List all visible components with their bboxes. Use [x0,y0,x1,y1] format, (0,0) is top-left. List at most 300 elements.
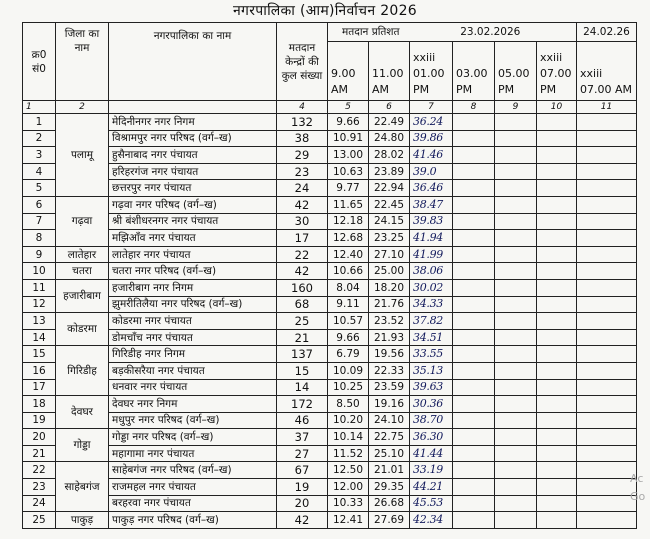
turnout-9am-cell: 10.20 [328,412,369,429]
col-number: 9 [495,101,537,114]
district-header: जिला का नाम [56,23,109,101]
turnout-3pm-cell [453,396,495,413]
turnout-3pm-cell [453,445,495,462]
turnout-7pm-cell [537,512,577,529]
turnout-3pm-cell [453,412,495,429]
turnout-9am-cell: 8.50 [328,396,369,413]
table-row [23,296,637,313]
municipality-cell: झुमरीतिलैया नगर परिषद (वर्ग–ख) [109,296,277,313]
serial-cell: 24 [23,495,56,512]
municipality-cell: कोडरमा नगर पंचायत [109,313,277,330]
turnout-7pm-cell [537,196,577,213]
centers-cell: 25 [277,313,328,330]
centers-cell: 24 [277,180,328,197]
serial-cell: 1 [23,114,56,131]
district-cell: गोड्डा [56,429,109,462]
turnout-1pm-cell: 34.33 [410,296,453,313]
turnout-5pm-cell [495,396,537,413]
turnout-11am-cell: 21.01 [369,462,410,479]
serial-cell: 11 [23,279,56,296]
serial-cell: 10 [23,263,56,280]
turnout-5pm-cell [495,479,537,496]
turnout-7pm-cell [537,479,577,496]
turnout-11am-cell: 18.20 [369,279,410,296]
centers-cell: 21 [277,329,328,346]
turnout-11am-cell: 22.75 [369,429,410,446]
turnout-7am-cell [577,512,637,529]
time-9am-header: 9.00 AM [328,42,369,101]
serial-cell: 23 [23,479,56,496]
table-row [23,114,637,131]
turnout-7am-cell [577,495,637,512]
turnout-1pm-cell: 36.24 [410,114,453,131]
turnout-7am-cell [577,412,637,429]
turnout-1pm-cell: 33.19 [410,462,453,479]
centers-cell: 14 [277,379,328,396]
time-11am-header: 11.00 AM [369,42,410,101]
turnout-1pm-cell: 39.0 [410,163,453,180]
turnout-9am-cell: 9.66 [328,329,369,346]
page-title: नगरपालिका (आम)निर्वाचन 2026 [232,3,418,19]
municipality-cell: हरिहरगंज नगर पंचायत [109,163,277,180]
turnout-7am-cell [577,196,637,213]
turnout-7pm-cell [537,163,577,180]
district-cell: कोडरमा [56,313,109,346]
turnout-5pm-cell [495,362,537,379]
turnout-11am-cell: 25.00 [369,263,410,280]
turnout-7am-cell [577,163,637,180]
turnout-3pm-cell [453,495,495,512]
serial-cell: 6 [23,196,56,213]
district-cell: हजारीबाग [56,279,109,312]
turnout-11am-cell: 26.68 [369,495,410,512]
turnout-7pm-cell [537,130,577,147]
turnout-11am-cell: 19.56 [369,346,410,363]
turnout-3pm-cell [453,313,495,330]
district-cell: गढ़वा [56,196,109,246]
turnout-7am-cell [577,429,637,446]
col-number: 2 [56,101,109,114]
turnout-table [22,22,637,529]
turnout-7pm-cell [537,180,577,197]
turnout-5pm-cell [495,163,537,180]
serial-cell: 7 [23,213,56,230]
turnout-9am-cell: 10.57 [328,313,369,330]
turnout-3pm-cell [453,362,495,379]
centers-header: मतदान केन्द्रों की कुल संख्या [277,23,328,101]
turnout-9am-cell: 10.25 [328,379,369,396]
time-5pm-header: 05.00 PM [495,42,537,101]
table-row [23,495,637,512]
turnout-7pm-cell [537,114,577,131]
turnout-1pm-cell: 38.47 [410,196,453,213]
turnout-11am-cell: 22.45 [369,196,410,213]
col-number: 6 [369,101,410,114]
col-number: 10 [537,101,577,114]
col-number: 8 [453,101,495,114]
table-row [23,346,637,363]
turnout-1pm-cell: 33.55 [410,346,453,363]
table-row [23,445,637,462]
table-row [23,462,637,479]
turnout-1pm-cell: 35.13 [410,362,453,379]
turnout-7am-cell [577,313,637,330]
turnout-9am-cell: 10.09 [328,362,369,379]
municipality-cell: पाकुड़ नगर परिषद (वर्ग–ख) [109,512,277,529]
serial-cell: 22 [23,462,56,479]
centers-cell: 22 [277,246,328,263]
serial-cell: 25 [23,512,56,529]
serial-cell: 2 [23,130,56,147]
turnout-9am-cell: 12.68 [328,230,369,247]
municipality-cell: मझिआँव नगर पंचायत [109,230,277,247]
turnout-7am-cell [577,130,637,147]
serial-cell: 8 [23,230,56,247]
turnout-5pm-cell [495,296,537,313]
turnout-9am-cell: 12.00 [328,479,369,496]
turnout-11am-cell: 23.59 [369,379,410,396]
turnout-1pm-cell: 34.51 [410,329,453,346]
table-row [23,479,637,496]
table-row [23,180,637,197]
serial-cell: 5 [23,180,56,197]
turnout-9am-cell: 9.77 [328,180,369,197]
turnout-7am-cell [577,445,637,462]
turnout-5pm-cell [495,512,537,529]
turnout-9am-cell: 9.66 [328,114,369,131]
district-cell: पाकुड़ [56,512,109,529]
turnout-11am-cell: 21.76 [369,296,410,313]
watermark-text: Ac Go [630,472,646,503]
serial-cell: 18 [23,396,56,413]
turnout-7am-cell [577,147,637,164]
turnout-rows [23,114,637,529]
district-cell: चतरा [56,263,109,280]
centers-cell: 137 [277,346,328,363]
centers-cell: 160 [277,279,328,296]
turnout-11am-cell: 23.89 [369,163,410,180]
table-row [23,279,637,296]
turnout-5pm-cell [495,230,537,247]
municipality-cell: धनवार नगर पंचायत [109,379,277,396]
turnout-7pm-cell [537,495,577,512]
turnout-11am-cell: 22.33 [369,362,410,379]
turnout-7pm-cell [537,462,577,479]
turnout-5pm-cell [495,114,537,131]
centers-cell: 23 [277,163,328,180]
turnout-11am-cell: 27.69 [369,512,410,529]
municipality-cell: श्री बंशीधरनगर नगर पंचायत [109,213,277,230]
municipality-cell: डोमचाँच नगर पंचायत [109,329,277,346]
centers-cell: 67 [277,462,328,479]
municipality-cell: हुसैनाबाद नगर पंचायत [109,147,277,164]
col-number: 1 [23,101,56,114]
turnout-7pm-cell [537,313,577,330]
table-row [23,147,637,164]
turnout-5pm-cell [495,346,537,363]
municipality-cell: गढ़वा नगर परिषद (वर्ग–ख) [109,196,277,213]
serial-cell: 9 [23,246,56,263]
turnout-3pm-cell [453,246,495,263]
serial-cell: 16 [23,362,56,379]
table-row [23,196,637,213]
turnout-3pm-cell [453,230,495,247]
turnout-5pm-cell [495,445,537,462]
turnout-3pm-cell [453,479,495,496]
turnout-3pm-cell [453,296,495,313]
col-number: 7 [410,101,453,114]
turnout-7pm-cell [537,246,577,263]
municipality-cell: बड़कीसरैया नगर पंचायत [109,362,277,379]
turnout-5pm-cell [495,462,537,479]
district-cell: पलामू [56,114,109,197]
turnout-5pm-cell [495,429,537,446]
turnout-3pm-cell [453,462,495,479]
turnout-5pm-cell [495,412,537,429]
turnout-7am-cell [577,114,637,131]
serial-cell: 13 [23,313,56,330]
turnout-1pm-cell: 41.46 [410,147,453,164]
turnout-7pm-cell [537,429,577,446]
district-cell: गिरिडीह [56,346,109,396]
table-row [23,396,637,413]
turnout-1pm-cell: 41.99 [410,246,453,263]
date-first: 23.02.2026 [460,26,521,38]
turnout-7am-cell [577,329,637,346]
turnout-7pm-cell [537,445,577,462]
turnout-9am-cell: 12.41 [328,512,369,529]
turnout-1pm-cell: 38.06 [410,263,453,280]
district-cell: साहेबगंज [56,462,109,512]
turnout-7am-cell [577,379,637,396]
municipality-cell: महागामा नगर पंचायत [109,445,277,462]
turnout-1pm-cell: 44.21 [410,479,453,496]
turnout-3pm-cell [453,213,495,230]
turnout-9am-cell: 12.18 [328,213,369,230]
turnout-9am-cell: 13.00 [328,147,369,164]
centers-cell: 20 [277,495,328,512]
table-row [23,263,637,280]
centers-cell: 38 [277,130,328,147]
table-row [23,362,637,379]
turnout-3pm-cell [453,147,495,164]
turnout-9am-cell: 11.65 [328,196,369,213]
turnout-1pm-cell: 30.02 [410,279,453,296]
centers-cell: 15 [277,362,328,379]
turnout-group-header [328,23,577,42]
turnout-9am-cell: 6.79 [328,346,369,363]
turnout-7pm-cell [537,230,577,247]
col-number [109,101,277,114]
turnout-9am-cell: 9.11 [328,296,369,313]
table-row [23,512,637,529]
serial-cell: 19 [23,412,56,429]
turnout-5pm-cell [495,279,537,296]
turnout-3pm-cell [453,130,495,147]
serial-header: क्र0 सं0 [23,23,56,101]
time-7pm-header: xxiii 07.00 PM [537,42,577,101]
turnout-5pm-cell [495,196,537,213]
municipality-cell: छत्तरपुर नगर पंचायत [109,180,277,197]
turnout-1pm-cell: 38.70 [410,412,453,429]
serial-cell: 15 [23,346,56,363]
municipality-cell: चतरा नगर परिषद (वर्ग–ख) [109,263,277,280]
table-row [23,412,637,429]
turnout-9am-cell: 10.33 [328,495,369,512]
turnout-11am-cell: 19.16 [369,396,410,413]
turnout-1pm-cell: 36.30 [410,429,453,446]
turnout-3pm-cell [453,163,495,180]
turnout-7pm-cell [537,329,577,346]
turnout-3pm-cell [453,180,495,197]
turnout-1pm-cell: 41.44 [410,445,453,462]
turnout-7pm-cell [537,279,577,296]
turnout-7pm-cell [537,147,577,164]
centers-cell: 17 [277,230,328,247]
turnout-3pm-cell [453,329,495,346]
turnout-5pm-cell [495,495,537,512]
centers-cell: 172 [277,396,328,413]
turnout-1pm-cell: 37.82 [410,313,453,330]
municipality-cell: साहेबगंज नगर परिषद (वर्ग–ख) [109,462,277,479]
serial-cell: 3 [23,147,56,164]
turnout-7am-cell [577,230,637,247]
municipality-cell: मेदिनीनगर नगर निगम [109,114,277,131]
turnout-5pm-cell [495,246,537,263]
turnout-11am-cell: 24.80 [369,130,410,147]
col-number: 4 [277,101,328,114]
col-number: 5 [328,101,369,114]
turnout-7pm-cell [537,296,577,313]
municipality-cell: हजारीबाग नगर निगम [109,279,277,296]
turnout-7pm-cell [537,346,577,363]
time-1pm-header: xxiii 01.00 PM [410,42,453,101]
turnout-9am-cell: 10.14 [328,429,369,446]
serial-cell: 14 [23,329,56,346]
turnout-1pm-cell: 39.63 [410,379,453,396]
centers-cell: 46 [277,412,328,429]
turnout-7am-cell [577,479,637,496]
turnout-5pm-cell [495,130,537,147]
turnout-5pm-cell [495,263,537,280]
turnout-11am-cell: 28.02 [369,147,410,164]
turnout-9am-cell: 8.04 [328,279,369,296]
turnout-9am-cell: 10.63 [328,163,369,180]
turnout-3pm-cell [453,379,495,396]
turnout-9am-cell: 11.52 [328,445,369,462]
turnout-9am-cell: 10.66 [328,263,369,280]
turnout-11am-cell: 24.10 [369,412,410,429]
turnout-3pm-cell [453,114,495,131]
time-3pm-header: 03.00 PM [453,42,495,101]
turnout-7am-cell [577,296,637,313]
district-cell: लातेहार [56,246,109,263]
turnout-3pm-cell [453,279,495,296]
turnout-group-label: मतदान प्रतिशत [342,26,400,38]
turnout-11am-cell: 23.25 [369,230,410,247]
turnout-7pm-cell [537,213,577,230]
turnout-11am-cell: 29.35 [369,479,410,496]
turnout-1pm-cell: 42.34 [410,512,453,529]
centers-cell: 29 [277,147,328,164]
municipality-cell: बरहरवा नगर पंचायत [109,495,277,512]
serial-cell: 20 [23,429,56,446]
turnout-5pm-cell [495,329,537,346]
serial-cell: 21 [23,445,56,462]
turnout-7pm-cell [537,263,577,280]
table-row [23,130,637,147]
centers-cell: 19 [277,479,328,496]
turnout-1pm-cell: 41.94 [410,230,453,247]
turnout-5pm-cell [495,180,537,197]
serial-cell: 17 [23,379,56,396]
turnout-1pm-cell: 39.86 [410,130,453,147]
centers-cell: 42 [277,263,328,280]
turnout-7am-cell [577,279,637,296]
turnout-11am-cell: 25.10 [369,445,410,462]
turnout-7am-cell [577,396,637,413]
municipality-cell: गिरिडीह नगर निगम [109,346,277,363]
turnout-11am-cell: 22.94 [369,180,410,197]
turnout-9am-cell: 12.40 [328,246,369,263]
turnout-7am-cell [577,180,637,197]
turnout-7am-cell [577,462,637,479]
municipality-cell: विश्रामपुर नगर परिषद (वर्ग–ख) [109,130,277,147]
centers-cell: 68 [277,296,328,313]
centers-cell: 37 [277,429,328,446]
serial-cell: 4 [23,163,56,180]
turnout-1pm-cell: 45.53 [410,495,453,512]
turnout-7am-cell [577,362,637,379]
turnout-7pm-cell [537,412,577,429]
municipality-header: नगरपालिका का नाम [109,23,277,101]
turnout-1pm-cell: 30.36 [410,396,453,413]
time-7am-header: xxiii 07.00 AM [577,42,637,101]
table-row [23,329,637,346]
centers-cell: 27 [277,445,328,462]
turnout-11am-cell: 23.52 [369,313,410,330]
table-row [23,246,637,263]
turnout-5pm-cell [495,313,537,330]
turnout-11am-cell: 22.49 [369,114,410,131]
municipality-cell: गोड्डा नगर परिषद (वर्ग–ख) [109,429,277,446]
turnout-7pm-cell [537,379,577,396]
table-row [23,429,637,446]
turnout-7pm-cell [537,362,577,379]
turnout-9am-cell: 10.91 [328,130,369,147]
turnout-3pm-cell [453,346,495,363]
turnout-7pm-cell [537,396,577,413]
municipality-cell: लातेहार नगर पंचायत [109,246,277,263]
district-cell: देवघर [56,396,109,429]
table-row [23,163,637,180]
date-second: 24.02.26 [577,23,637,42]
turnout-3pm-cell [453,512,495,529]
turnout-9am-cell: 12.50 [328,462,369,479]
col-number: 11 [577,101,637,114]
municipality-cell: देवघर नगर निगम [109,396,277,413]
table-row [23,313,637,330]
turnout-11am-cell: 21.93 [369,329,410,346]
table-row [23,230,637,247]
turnout-11am-cell: 24.15 [369,213,410,230]
turnout-7am-cell [577,346,637,363]
centers-cell: 132 [277,114,328,131]
turnout-5pm-cell [495,213,537,230]
centers-cell: 42 [277,512,328,529]
turnout-11am-cell: 27.10 [369,246,410,263]
turnout-7am-cell [577,263,637,280]
